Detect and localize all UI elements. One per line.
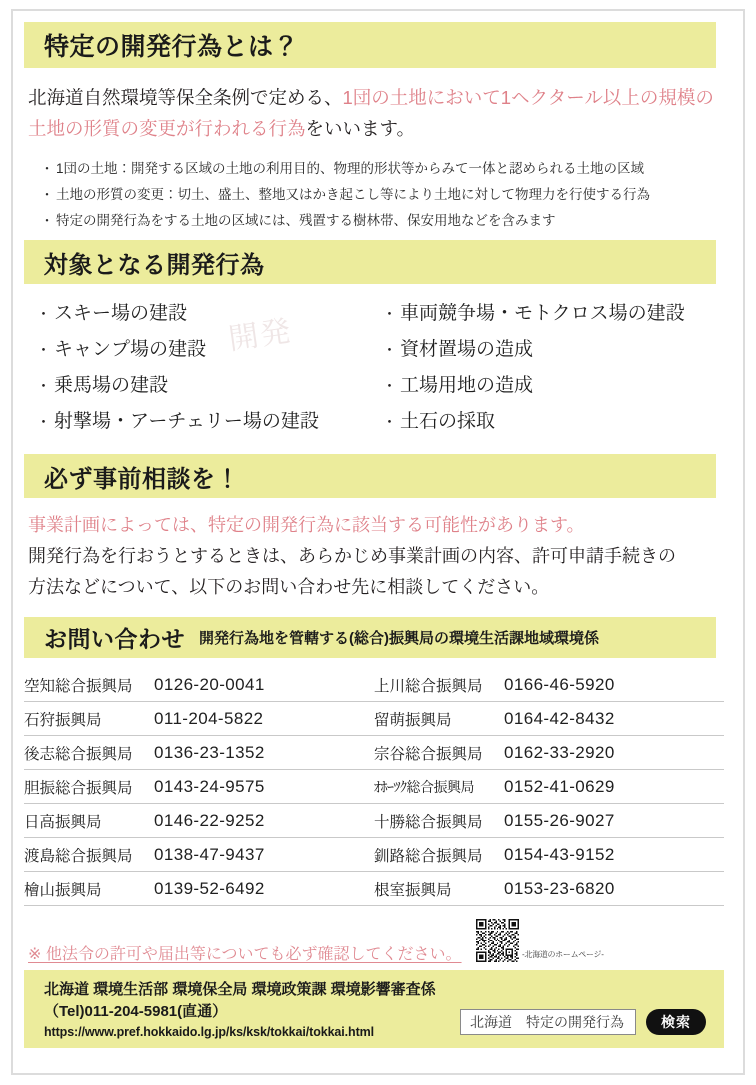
- definition-lead-paragraph: [28, 82, 728, 144]
- office-name: 日高振興局: [24, 804, 154, 838]
- list-item: [24, 298, 370, 334]
- list-item: [370, 298, 716, 334]
- section-heading-consult-label: 必ず事前相談を！: [44, 465, 240, 493]
- definition-lead-highlight: 1団の土地において1ヘクタール以上の規模の土地の形質の変更が行われる行為: [28, 87, 714, 139]
- bullet-dot-icon: ・: [40, 187, 54, 202]
- table-row: [24, 770, 724, 804]
- office-phone: 0153-23-6820: [504, 872, 724, 906]
- list-item: [24, 370, 370, 406]
- other-laws-note: ※ 他法令の許可や届出等についても必ず確認してください。: [28, 946, 462, 963]
- consult-paragraph: [28, 510, 728, 603]
- section-heading-contact-subtitle: 開発行為地を管轄する(総合)振興局の環境生活課地域環境係: [199, 630, 599, 647]
- bullet-dot-icon: ・: [36, 378, 52, 395]
- definition-lead-prefix: 北海道自然環境等保全条例で定める、: [28, 87, 343, 108]
- contact-phone-table: [24, 668, 724, 906]
- table-row: [24, 736, 724, 770]
- decorative-watermark: 開発: [226, 314, 295, 357]
- list-item-label: 土地の形質の変更：切土、盛土、整地又はかき起こし等により土地に対して物理力を行使する行為: [56, 187, 650, 202]
- office-name: 上川総合振興局: [374, 668, 504, 702]
- office-phone: 0155-26-9027: [504, 804, 724, 838]
- qr-code-block[interactable]: [476, 919, 604, 962]
- list-item-label: 車両競争場・モトクロス場の建設: [400, 303, 685, 324]
- list-item-label: 土石の採取: [400, 411, 496, 432]
- definition-bullet-list: [38, 156, 734, 234]
- consult-warning-line: 事業計画によっては、特定の開発行為に該当する可能性があります。: [28, 515, 585, 535]
- office-name: 十勝総合振興局: [374, 804, 504, 838]
- footer-organization: 北海道 環境生活部 環境保全局 環境政策課 環境影響審査係: [44, 981, 436, 998]
- search-button[interactable]: 検索: [646, 1009, 706, 1035]
- office-name: 後志総合振興局: [24, 736, 154, 770]
- bullet-dot-icon: ・: [382, 306, 398, 323]
- office-phone: 0164-42-8432: [504, 702, 724, 736]
- list-item-label: キャンプ場の建設: [54, 339, 207, 360]
- office-phone: 0143-24-9575: [154, 770, 374, 804]
- section-heading-contact: [24, 617, 716, 658]
- qr-code-icon[interactable]: [476, 919, 519, 962]
- list-item-label: 特定の開発行為をする土地の区域には、残置する樹林帯、保安用地などを含みます: [56, 213, 556, 228]
- office-name: 胆振総合振興局: [24, 770, 154, 804]
- note-row: [24, 920, 734, 964]
- office-phone: 0136-23-1352: [154, 736, 374, 770]
- bullet-dot-icon: ・: [36, 342, 52, 359]
- section-heading-definition: [24, 22, 716, 68]
- table-row: [24, 804, 724, 838]
- office-name: 根室振興局: [374, 872, 504, 906]
- list-item-label: 資材置場の造成: [400, 339, 534, 360]
- section-heading-target: [24, 240, 716, 284]
- consult-body-line-1: 開発行為を行おうとするときは、あらかじめ事業計画の内容、許可申請手続きの: [28, 546, 676, 566]
- target-items-columns: [24, 298, 734, 442]
- table-row: [24, 668, 724, 702]
- bullet-dot-icon: ・: [40, 213, 54, 228]
- bullet-dot-icon: ・: [382, 342, 398, 359]
- section-heading-contact-label: お問い合わせ: [44, 626, 185, 652]
- search-widget[interactable]: [460, 1009, 706, 1035]
- office-phone: 0139-52-6492: [154, 872, 374, 906]
- list-item-label: 射撃場・アーチェリー場の建設: [54, 411, 319, 432]
- section-heading-definition-label: 特定の開発行為とは？: [44, 33, 300, 61]
- footer-telephone: （Tel)011-204-5981(直通）: [44, 1003, 228, 1020]
- list-item: [370, 370, 716, 406]
- target-items-left-column: [24, 298, 370, 442]
- office-name: 空知総合振興局: [24, 668, 154, 702]
- list-item: [370, 334, 716, 370]
- poster-content: [24, 22, 734, 1048]
- office-phone: 0154-43-9152: [504, 838, 724, 872]
- contact-phone-table-body: [24, 668, 724, 906]
- list-item-label: 1団の土地：開発する区域の土地の利用目的、物理的形状等からみて一体と認められる土地の区域: [56, 161, 645, 176]
- list-item: [24, 334, 370, 370]
- office-phone: 011-204-5822: [154, 702, 374, 736]
- list-item: [370, 406, 716, 442]
- target-items-right-column: [370, 298, 716, 442]
- office-phone: 0138-47-9437: [154, 838, 374, 872]
- office-phone: 0152-41-0629: [504, 770, 724, 804]
- office-name: 釧路総合振興局: [374, 838, 504, 872]
- search-input[interactable]: 北海道 特定の開発行為: [460, 1009, 636, 1035]
- section-heading-consult: [24, 454, 716, 498]
- bullet-dot-icon: ・: [382, 378, 398, 395]
- office-phone: 0146-22-9252: [154, 804, 374, 838]
- office-phone: 0126-20-0041: [154, 668, 374, 702]
- list-item: [24, 406, 370, 442]
- bullet-dot-icon: ・: [40, 161, 54, 176]
- bullet-dot-icon: ・: [382, 414, 398, 431]
- footer-url[interactable]: https://www.pref.hokkaido.lg.jp/ks/ksk/tokkai/tokkai.html: [44, 1025, 375, 1039]
- office-name: 留萌振興局: [374, 702, 504, 736]
- list-item: [38, 182, 734, 208]
- qr-code-caption: -北海道のホームページ-: [522, 950, 604, 959]
- table-row: [24, 702, 724, 736]
- office-phone: 0162-33-2920: [504, 736, 724, 770]
- bullet-dot-icon: ・: [36, 306, 52, 323]
- table-row: [24, 872, 724, 906]
- office-name: 宗谷総合振興局: [374, 736, 504, 770]
- office-name: 石狩振興局: [24, 702, 154, 736]
- table-row: [24, 838, 724, 872]
- section-heading-target-label: 対象となる開発行為: [44, 251, 265, 279]
- footer-contact-block: [24, 970, 724, 1048]
- bullet-dot-icon: ・: [36, 414, 52, 431]
- office-name: 檜山振興局: [24, 872, 154, 906]
- list-item: [38, 208, 734, 234]
- office-name: 渡島総合振興局: [24, 838, 154, 872]
- definition-lead-suffix: をいいます。: [305, 118, 416, 139]
- list-item: [38, 156, 734, 182]
- list-item-label: 乗馬場の建設: [54, 375, 169, 396]
- office-phone: 0166-46-5920: [504, 668, 724, 702]
- consult-body-line-2: 方法などについて、以下のお問い合わせ先に相談してください。: [28, 577, 550, 597]
- list-item-label: 工場用地の造成: [400, 375, 534, 396]
- office-name: ｵﾎｰﾂｸ総合振興局: [374, 770, 504, 804]
- list-item-label: スキー場の建設: [54, 303, 188, 324]
